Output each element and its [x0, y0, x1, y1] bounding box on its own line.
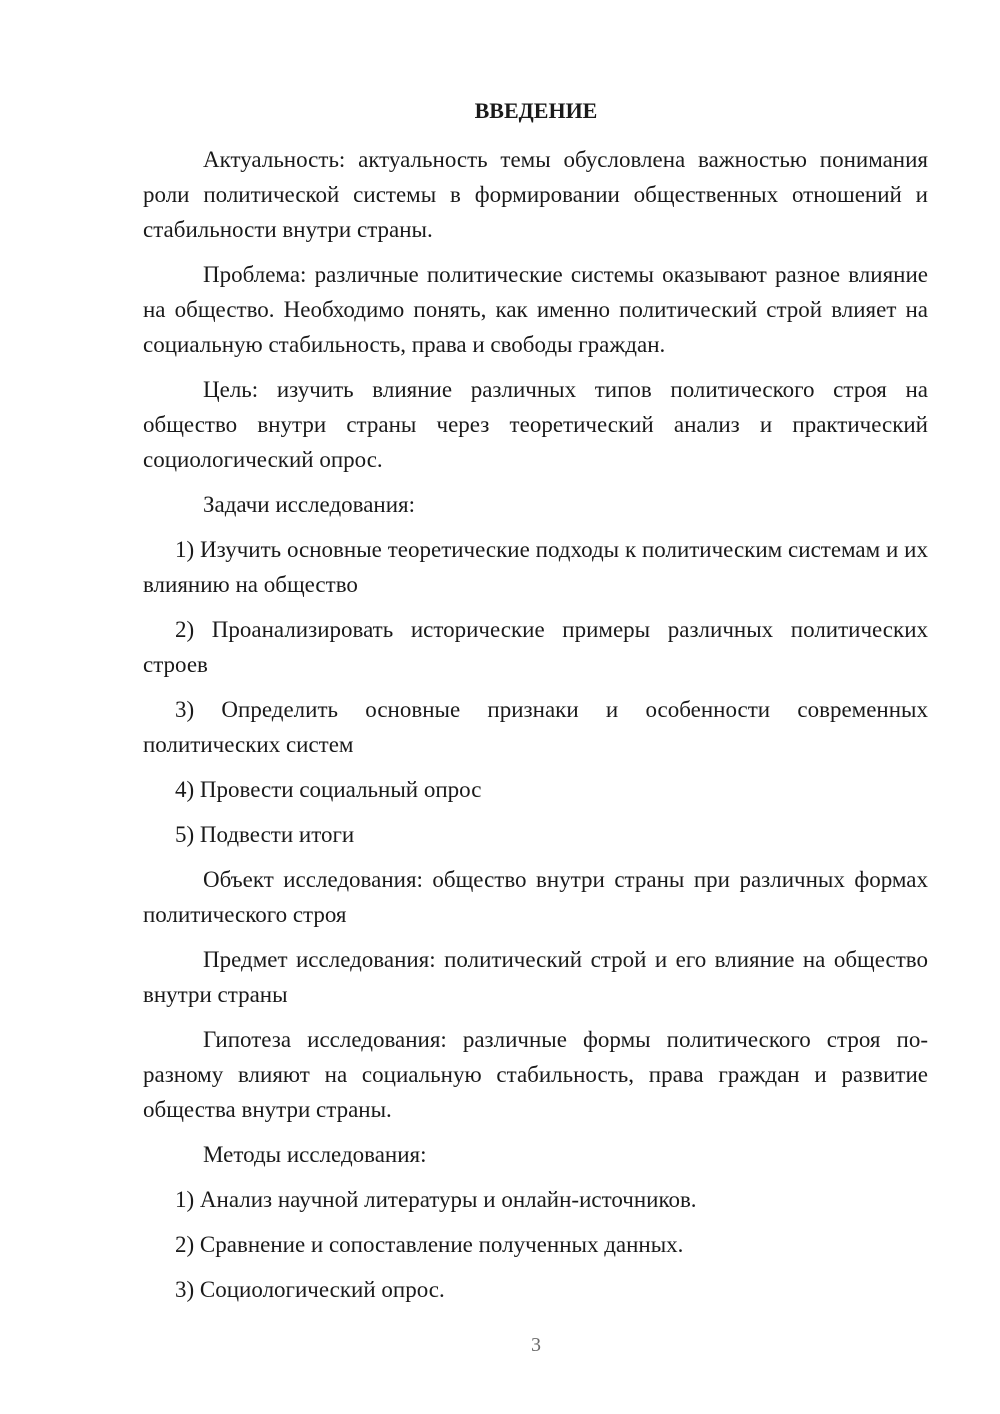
- task-item-2: 2) Проанализировать исторические примеры различных политических строев: [143, 617, 928, 677]
- task-item-4: 4) Провести социальный опрос: [175, 777, 482, 802]
- subject-paragraph: Предмет исследования: политический строй и его влияние на общество внутри страны: [143, 947, 928, 1007]
- task-item-1: 1) Изучить основные теоретические подходы к политическим системам и их влиянию на общество: [143, 537, 928, 597]
- method-item-2: 2) Сравнение и сопоставление полученных данных.: [175, 1232, 684, 1257]
- page-title: ВВЕДЕНИЕ: [474, 98, 598, 123]
- page-number: 3: [531, 1334, 541, 1356]
- object-paragraph: Объект исследования: общество внутри страны при различных формах политического строя: [143, 867, 928, 927]
- task-item-3: 3) Определить основные признаки и особенности современных политических систем: [143, 697, 928, 757]
- relevance-paragraph: Актуальность: актуальность темы обусловлена важностью понимания роли политической системы в формировании общественных отношений и стабильности внутри страны.: [143, 147, 928, 242]
- task-item-5: 5) Подвести итоги: [175, 822, 355, 847]
- document-body: [143, 142, 928, 1317]
- problem-paragraph: Проблема: различные политические системы оказывают разное влияние на общество. Необходимо понять, как именно политический строй влияет на социальную стабильность, права и свободы граждан.: [143, 262, 928, 357]
- method-item-1: 1) Анализ научной литературы и онлайн-источников.: [175, 1187, 697, 1212]
- goal-paragraph: Цель: изучить влияние различных типов политического строя на общество внутри страны через теоретический анализ и практический социологический опрос.: [143, 377, 928, 472]
- tasks-heading: Задачи исследования:: [203, 492, 416, 517]
- methods-heading: Методы исследования:: [203, 1142, 427, 1167]
- hypothesis-paragraph: Гипотеза исследования: различные формы политического строя по-разному влияют на социальную стабильность, права граждан и развитие общества внутри страны.: [143, 1027, 928, 1122]
- method-item-3: 3) Социологический опрос.: [175, 1277, 445, 1302]
